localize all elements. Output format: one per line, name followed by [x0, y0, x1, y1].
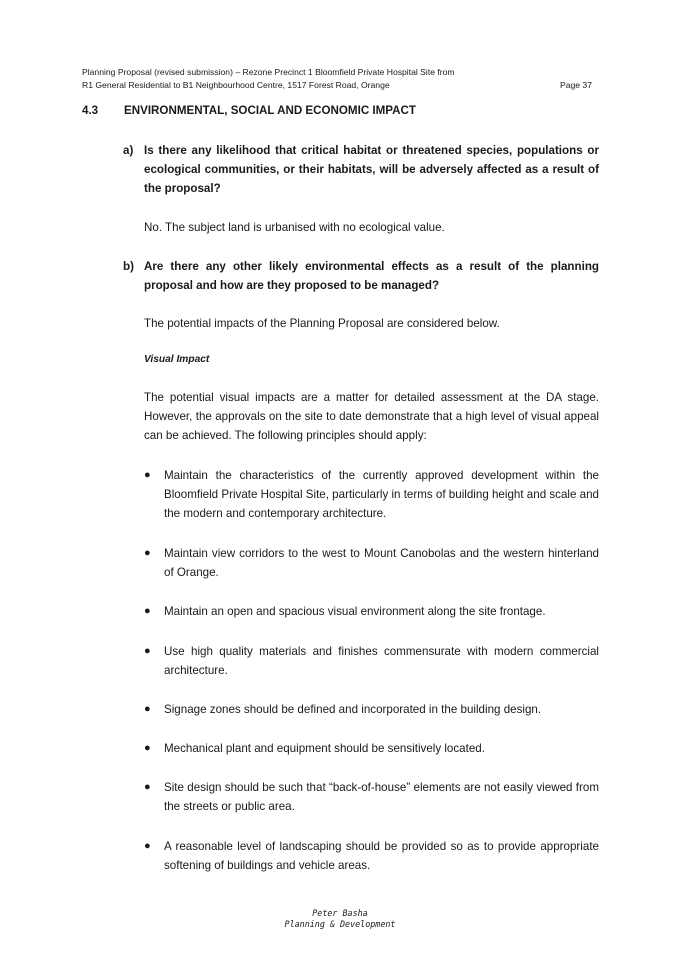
- list-item: ● Maintain view corridors to the west to Mount Canobolas and the western hinterland of Orange.: [144, 544, 599, 582]
- subheading-visual-impact: Visual Impact: [144, 354, 210, 365]
- section-heading: [82, 104, 416, 117]
- bullet-icon: ●: [144, 742, 151, 754]
- page-header: [82, 66, 592, 92]
- header-line-2: R1 General Residential to B1 Neighbourhood Centre, 1517 Forest Road, Orange: [82, 80, 390, 90]
- bullet-icon: ●: [144, 645, 151, 657]
- footer-author: Peter Basha: [312, 908, 368, 918]
- bullet-icon: ●: [144, 840, 151, 852]
- list-item: ● Use high quality materials and finishes commensurate with modern commercial architecture.: [144, 642, 599, 680]
- footer-company: Planning & Development: [284, 919, 396, 929]
- page-number: Page 37: [559, 80, 592, 90]
- bullet-icon: ●: [144, 605, 151, 617]
- list-item: ● Maintain an open and spacious visual environment along the site frontage.: [144, 602, 599, 621]
- question-b-text: Are there any other likely environmental effects as a result of the planning proposal and how are they proposed to be managed?: [144, 260, 599, 292]
- section-title: ENVIRONMENTAL, SOCIAL AND ECONOMIC IMPACT: [124, 104, 416, 117]
- intro-paragraph: The potential impacts of the Planning Proposal are considered below.: [144, 317, 500, 330]
- section-number: 4.3: [82, 104, 99, 117]
- visual-impact-paragraph: The potential visual impacts are a matter for detailed assessment at the DA stage. However, the approvals on the site to date demonstrate that a high level of visual appeal can be achieved. The following principles should apply:: [144, 391, 599, 442]
- bullet-icon: ●: [144, 547, 151, 559]
- bullet-icon: ●: [144, 781, 151, 793]
- answer-a: No. The subject land is urbanised with no ecological value.: [144, 221, 445, 234]
- list-item: ● Site design should be such that “back-of-house” elements are not easily viewed from the streets or public area.: [144, 778, 599, 816]
- question-b-label: b): [123, 260, 134, 273]
- bullet-icon: ●: [144, 469, 151, 481]
- question-b: [123, 257, 599, 295]
- header-line-1: Planning Proposal (revised submission) – Rezone Precinct 1 Bloomfield Private Hospital Site from: [82, 67, 455, 77]
- page-footer: [0, 908, 680, 930]
- list-item: ● Signage zones should be defined and incorporated in the building design.: [144, 700, 599, 719]
- question-a: [123, 141, 599, 198]
- question-a-text: Is there any likelihood that critical habitat or threatened species, populations or ecological communities, or their habitats, will be adversely affected as a result of the proposal?: [144, 144, 599, 195]
- question-a-label: a): [123, 144, 134, 157]
- list-item: ● A reasonable level of landscaping should be provided so as to provide appropriate softening of buildings and vehicle areas.: [144, 837, 599, 875]
- bullet-icon: ●: [144, 703, 151, 715]
- list-item: ● Mechanical plant and equipment should be sensitively located.: [144, 739, 599, 758]
- list-item: ● Maintain the characteristics of the currently approved development within the Bloomfield Private Hospital Site, particularly in terms of building height and scale and the modern and contemporary architecture.: [144, 466, 599, 523]
